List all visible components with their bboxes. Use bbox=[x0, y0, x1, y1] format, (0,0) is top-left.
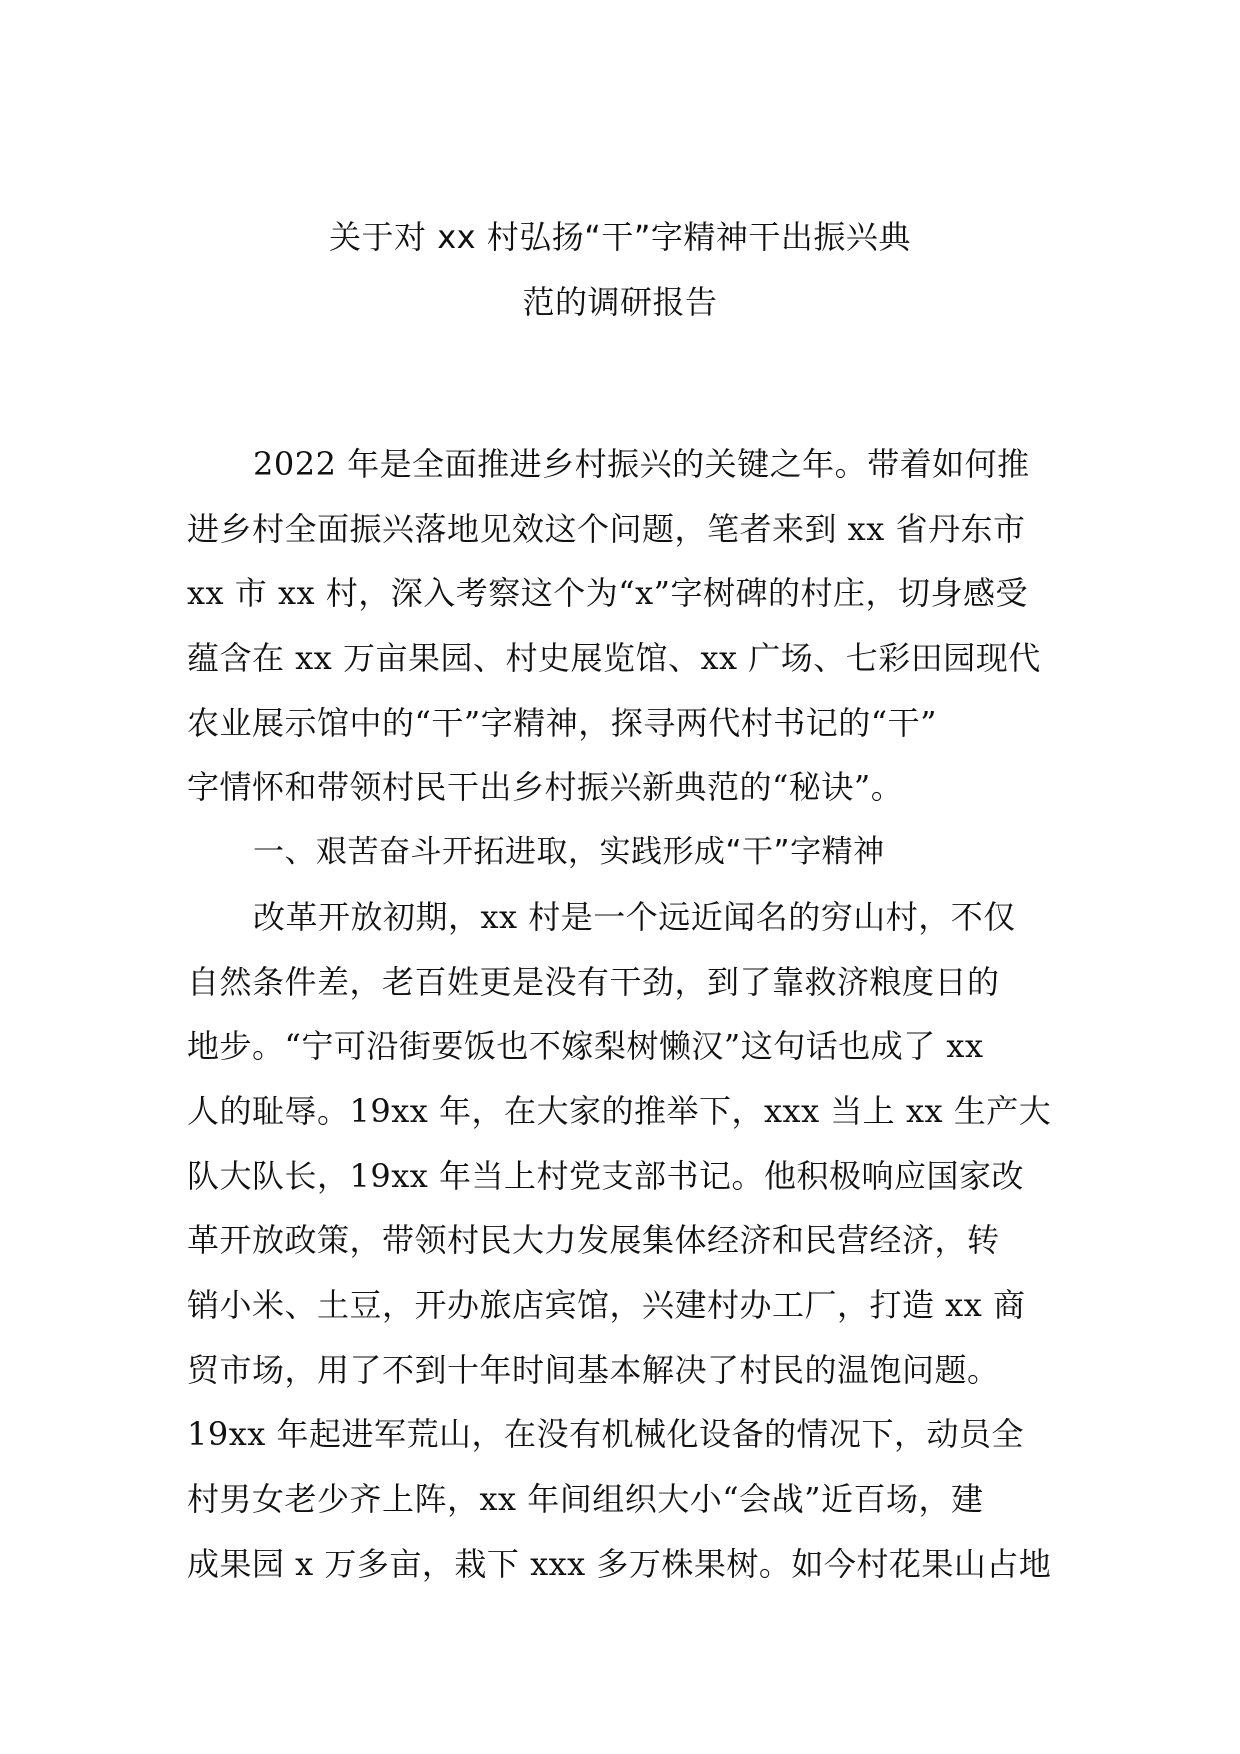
title-line: 范的调研报告 bbox=[522, 282, 718, 321]
paragraph-line: 人的耻辱。19xx 年，在大家的推举下，xxx 当上 xx 生产大 bbox=[187, 1091, 1052, 1130]
section-paragraph bbox=[187, 885, 1057, 1597]
paragraph-line: 队大队长，19xx 年当上村党支部书记。他积极响应国家改 bbox=[187, 1156, 1024, 1195]
paragraph-line: 成果园 x 万多亩，栽下 xxx 多万株果树。如今村花果山占地 bbox=[187, 1544, 1052, 1583]
document-title bbox=[150, 205, 1090, 334]
paragraph-line: 19xx 年起进军荒山，在没有机械化设备的情况下，动员全 bbox=[187, 1415, 1024, 1454]
paragraph-line: 农业展示馆中的“干”字精神，探寻两代村书记的“干” bbox=[187, 703, 937, 742]
paragraph-line: xx 市 xx 村，深入考察这个为“x”字树碑的村庄，切身感受 bbox=[187, 574, 1028, 613]
title-line: 关于对 xx 村弘扬“干”字精神干出振兴典 bbox=[329, 218, 911, 256]
paragraph-line: 2022 年是全面推进乡村振兴的关键之年。带着如何推 bbox=[253, 445, 1030, 483]
paragraph-line: 蕴含在 xx 万亩果园、村史展览馆、xx 广场、七彩田园现代 bbox=[187, 639, 1041, 678]
paragraph-line: 进乡村全面振兴落地见效这个问题，笔者来到 xx 省丹东市 bbox=[187, 509, 1026, 548]
paragraph-line: 革开放政策，带领村民大力发展集体经济和民营经济，转 bbox=[187, 1221, 1000, 1260]
section-heading: 一、艰苦奋斗开拓进取，实践形成“干”字精神 bbox=[253, 834, 885, 871]
paragraph-line: 村男女老少齐上阵，xx 年间组织大小“会战”近百场，建 bbox=[187, 1480, 984, 1518]
paragraph-line: 自然条件差，老百姓更是没有干劲，到了靠救济粮度日的 bbox=[187, 962, 1000, 1001]
paragraph-line: 销小米、土豆，开办旅店宾馆，兴建村办工厂，打造 xx 商 bbox=[187, 1285, 1026, 1324]
document-body bbox=[187, 432, 1057, 1596]
paragraph-line: 改革开放初期，xx 村是一个远近闻名的穷山村，不仅 bbox=[253, 897, 1016, 936]
paragraph-line: 贸市场，用了不到十年时间基本解决了村民的温饱问题。 bbox=[187, 1350, 1000, 1389]
paragraph-line: 地步。“宁可沿街要饭也不嫁梨树懒汉”这句话也成了 xx bbox=[187, 1027, 984, 1066]
paragraph-line: 字情怀和带领村民干出乡村振兴新典范的“秘诀”。 bbox=[187, 768, 904, 807]
intro-paragraph bbox=[187, 432, 1057, 820]
